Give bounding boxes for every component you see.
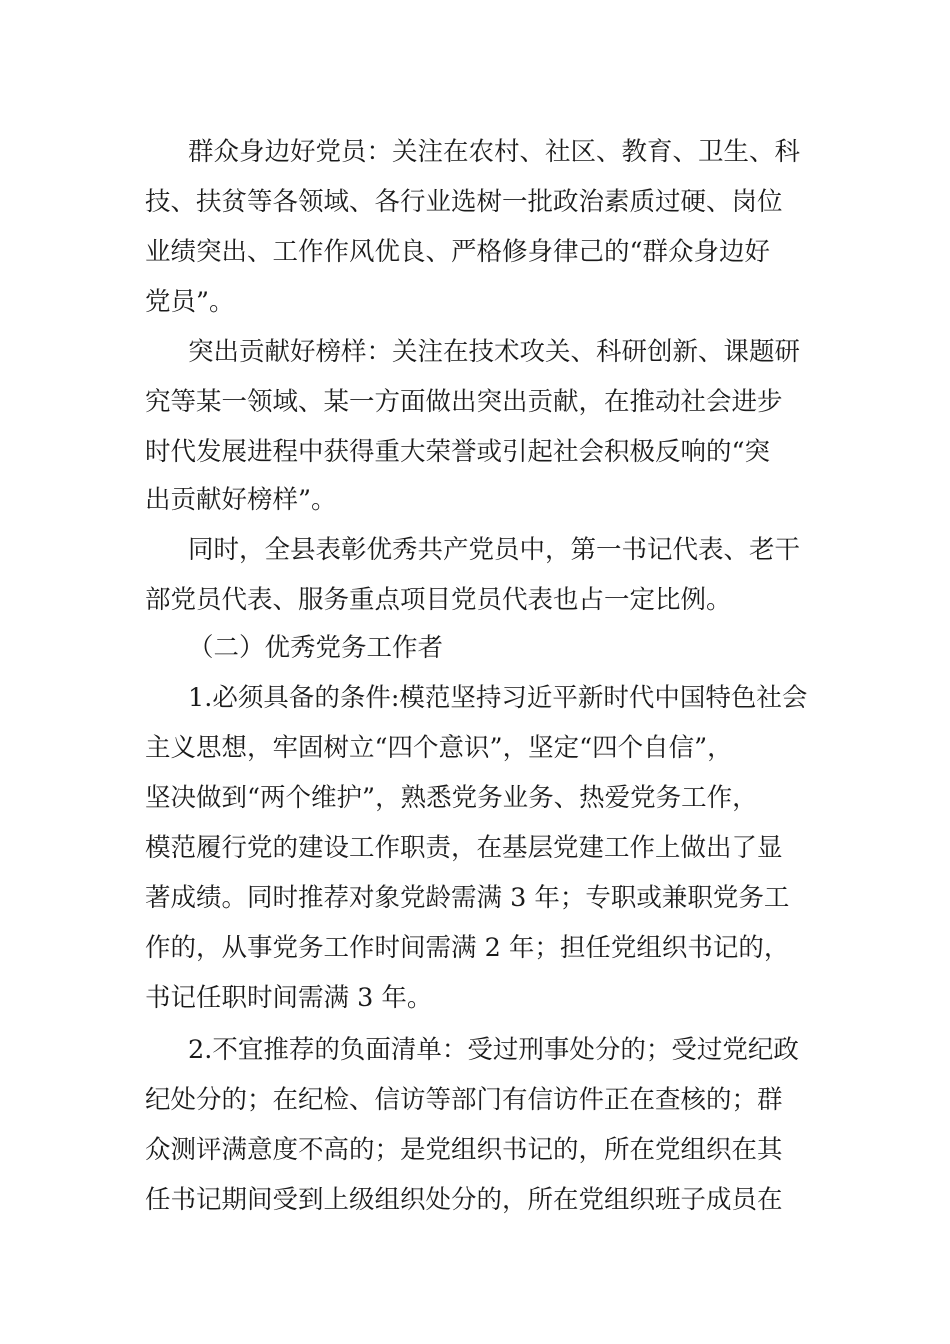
paragraph-line: 部党员代表、服务重点项目党员代表也占一定比例。 [145, 585, 732, 615]
paragraph-line: 主义思想，牢固树立“四个意识”，坚定“四个自信”， [145, 733, 733, 763]
paragraph-line: 任书记期间受到上级组织处分的，所在党组织班子成员在 [145, 1185, 783, 1215]
paragraph-line: 作的，从事党务工作时间需满 2 年；担任党组织书记的， [145, 933, 790, 963]
paragraph-line: 书记任职时间需满 3 年。 [145, 983, 433, 1013]
section-heading: （二）优秀党务工作者 [188, 633, 444, 663]
paragraph-line: 党员”。 [145, 287, 235, 317]
paragraph-line: 时代发展进程中获得重大荣誉或引起社会积极反响的“突 [145, 437, 771, 467]
paragraph-line: 著成绩。同时推荐对象党龄需满 3 年；专职或兼职党务工 [145, 883, 790, 913]
paragraph-line: 坚决做到“两个维护”，熟悉党务业务、热爱党务工作， [145, 783, 758, 813]
paragraph-line: 究等某一领域、某一方面做出突出贡献，在推动社会进步 [145, 387, 783, 417]
paragraph-line: 突出贡献好榜样：关注在技术攻关、科研创新、课题研 [188, 337, 801, 367]
paragraph-line: 2.不宜推荐的负面清单：受过刑事处分的；受过党纪政 [188, 1035, 799, 1065]
paragraph-line: 业绩突出、工作作风优良、严格修身律己的“群众身边好 [145, 237, 771, 267]
paragraph-line: 技、扶贫等各领域、各行业选树一批政治素质过硬、岗位 [145, 187, 783, 217]
paragraph-line: 1.必须具备的条件:模范坚持习近平新时代中国特色社会 [188, 683, 808, 713]
paragraph-line: 出贡献好榜样”。 [145, 485, 337, 515]
paragraph-line: 模范履行党的建设工作职责，在基层党建工作上做出了显 [145, 833, 783, 863]
paragraph-line: 同时，全县表彰优秀共产党员中，第一书记代表、老干 [188, 535, 801, 565]
paragraph-line: 群众身边好党员：关注在农村、社区、教育、卫生、科 [188, 137, 801, 167]
paragraph-line: 纪处分的；在纪检、信访等部门有信访件正在查核的；群 [145, 1085, 783, 1115]
paragraph-line: 众测评满意度不高的；是党组织书记的，所在党组织在其 [145, 1135, 783, 1165]
